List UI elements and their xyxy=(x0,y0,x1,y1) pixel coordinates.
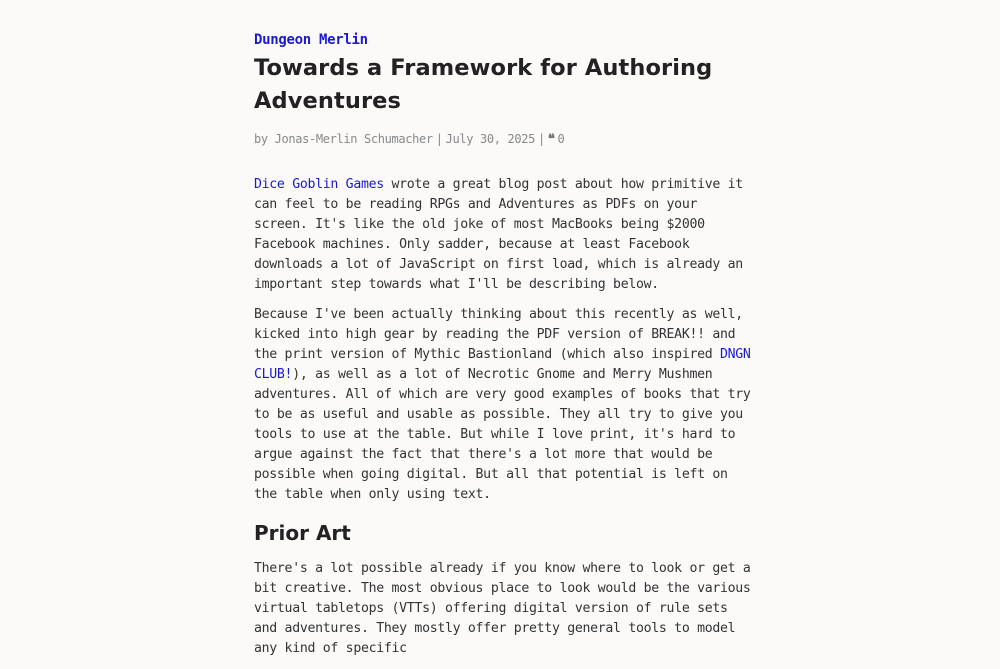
meta-separator: | xyxy=(538,132,545,146)
post-date: July 30, 2025 xyxy=(445,132,535,146)
paragraph-3-text: There's a lot possible already if you know where to look or get a bit creative. The most obvious place to look would be the various virtual tabletops (VTTs) offering digital version of rule sets and adventures. They mostly offer pretty general tools to model any kind of specific xyxy=(254,561,751,656)
quote-icon[interactable]: ❝ xyxy=(547,132,555,147)
post-author: by Jonas-Merlin Schumacher xyxy=(254,132,433,146)
comment-count[interactable]: 0 xyxy=(557,132,565,146)
paragraph-3 xyxy=(254,559,754,659)
paragraph-1-text: wrote a great blog post about how primitive it can feel to be reading RPGs and Adventures as PDFs on your screen. It's like the old joke of most MacBooks being $2000 Facebook machines. Only sadder, because at least Facebook downloads a lot of JavaScript on first load, which is already an important step towards what I'll be describing below. xyxy=(254,177,743,292)
article xyxy=(254,30,754,669)
post-meta xyxy=(254,129,754,150)
paragraph-2-text-after: ), as well as a lot of Necrotic Gnome and Merry Mushmen adventures. All of which are very good examples of books that try to be as useful and usable as possible. They all try to give you tools to use at the table. But while I love print, it's hard to argue against the fact that there's a lot more that would be possible when going digital. But all that potential is left on the table when only using text. xyxy=(254,367,751,502)
blog-name-link[interactable]: Dungeon Merlin xyxy=(254,32,368,48)
dngn-club-link[interactable]: DNGN CLUB! xyxy=(254,347,751,382)
paragraph-2-text-before: Because I've been actually thinking about this recently as well, kicked into high gear by reading the PDF version of BREAK!! and the print version of Mythic Bastionland (which also inspired xyxy=(254,307,743,362)
dice-goblin-games-link[interactable]: Dice Goblin Games xyxy=(254,177,384,192)
section-heading-prior-art: Prior Art xyxy=(254,521,351,545)
post-content xyxy=(254,175,754,659)
paragraph-1 xyxy=(254,175,754,295)
meta-separator: | xyxy=(435,132,443,146)
post-title: Towards a Framework for Authoring Adventures xyxy=(254,55,713,114)
paragraph-2 xyxy=(254,305,754,505)
